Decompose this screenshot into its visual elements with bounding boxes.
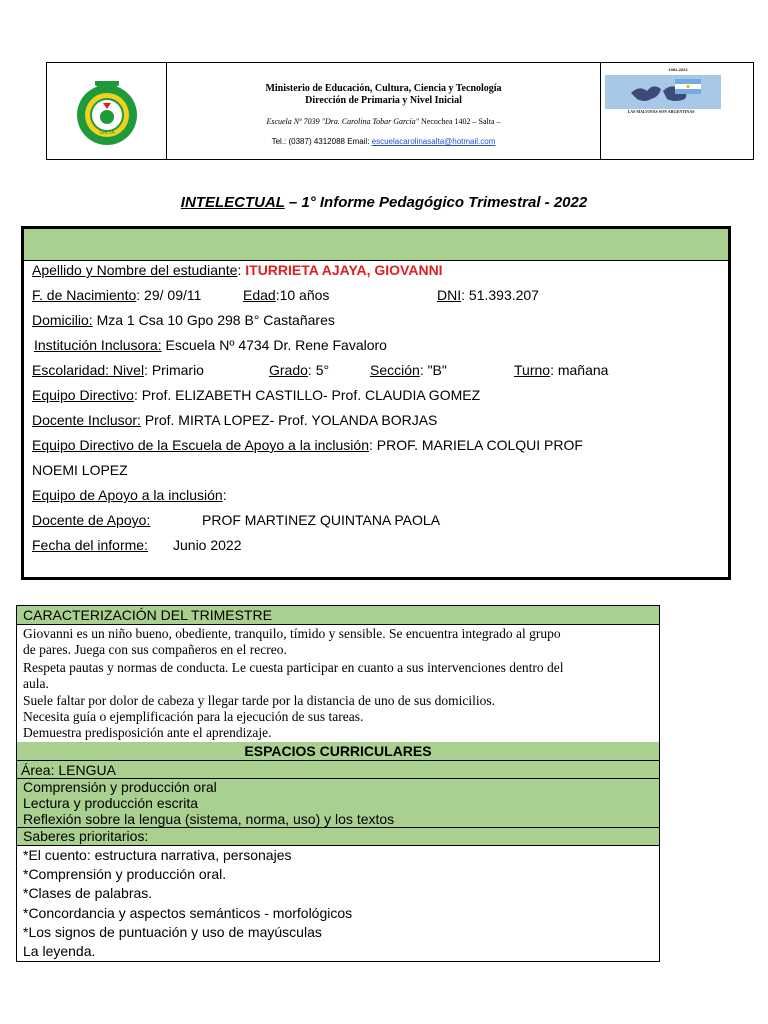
birth-label: F. de Nacimiento	[32, 287, 137, 303]
support-team-label: Equipo de Apoyo a la inclusión	[32, 487, 223, 503]
grade-label: Grado	[269, 362, 308, 378]
priority-heading: Saberes prioritarios:	[23, 828, 149, 844]
axes-row	[17, 779, 659, 828]
malvinas-caption: LAS MALVINAS SON ARGENTINAS	[627, 109, 695, 114]
char-line-5: Suele faltar por dolor de cabeza y llegar tarde por la distancia de uno de sus domicilios.	[23, 693, 495, 708]
birth-value: : 29/ 09/11	[136, 287, 202, 303]
axis-3: Reflexión sobre la lengua (sistema, norma, uso) y los textos	[23, 811, 395, 827]
row-support-team	[32, 487, 227, 503]
support-teacher-value: PROF MARTINEZ QUINTANA PAOLA	[202, 512, 441, 528]
priority-item: *Los signos de puntuación y uso de mayúsculas	[23, 924, 322, 940]
directive-label: Equipo Directivo	[32, 387, 134, 403]
logo-text: SALTA	[99, 130, 115, 136]
inclusive-teacher-label: Docente Inclusor:	[32, 412, 141, 428]
dni-value: : 51.393.207	[461, 287, 539, 303]
age-label: Edad	[243, 287, 276, 303]
row-report-date-value	[173, 537, 242, 553]
row-support-teacher-value	[202, 512, 440, 528]
letterhead	[46, 62, 754, 160]
level-label: Escolaridad: Nivel	[32, 362, 145, 378]
shift-value: : mañana	[550, 362, 609, 378]
axis-1: Comprensión y producción oral	[23, 779, 217, 795]
section-value: : "B"	[419, 362, 447, 378]
area-label: Área: LENGUA	[21, 762, 116, 778]
name-value: ITURRIETA AJAYA, GIOVANNI	[245, 262, 443, 278]
address-label: Domicilio:	[32, 312, 93, 328]
axis-2: Lectura y producción escrita	[23, 795, 199, 811]
directive-value: : Prof. ELIZABETH CASTILLO- Prof. CLAUDIA GOMEZ	[133, 387, 481, 403]
priority-header	[17, 828, 659, 846]
priority-item: *Comprensión y producción oral.	[23, 866, 227, 882]
row-dni	[437, 287, 539, 303]
institution-value: Escuela Nº 4734 Dr. Rene Favaloro	[161, 337, 387, 353]
support-team-value: :	[222, 487, 227, 503]
name-label: Apellido y Nombre del estudiante	[32, 262, 238, 278]
row-institution	[34, 337, 387, 353]
report-date-label: Fecha del informe:	[32, 537, 148, 553]
dni-label: DNI	[437, 287, 462, 303]
curricular-heading: ESPACIOS CURRICULARES	[244, 743, 432, 759]
student-box-header	[24, 229, 728, 261]
char-line-2: de pares. Juega con sus compañeros en el recreo.	[23, 642, 287, 657]
age-value: :10 años	[275, 287, 330, 303]
school-name: Escuela Nº 7039 "Dra. Carolina Tobar García"	[266, 117, 419, 126]
institution-label: Institución Inclusora:	[34, 337, 162, 353]
curricular-header	[17, 742, 659, 761]
row-section	[370, 362, 447, 378]
row-shift	[514, 362, 608, 378]
priority-item: *El cuento: estructura narrativa, personajes	[23, 847, 292, 863]
row-support-teacher	[32, 512, 150, 528]
school-line	[167, 117, 600, 126]
char-line-3: Respeta pautas y normas de conducta. Le cuesta participar en cuanto a sus intervenciones dentro del	[23, 660, 564, 675]
row-inclusive-teacher	[32, 412, 437, 428]
row-level	[32, 362, 204, 378]
row-birth	[32, 287, 201, 303]
row-student-name: Apellido y Nombre del estudiante: ITURRIETA AJAYA, GIOVANNI	[32, 262, 443, 278]
row-support-directive-cont	[32, 462, 128, 478]
characterization-body	[17, 625, 659, 743]
logo-cell	[47, 63, 167, 159]
char-line-6: Necesita guía o ejemplificación para la ejecución de sus tareas.	[23, 709, 364, 724]
support-teacher-label: Docente de Apoyo:	[32, 512, 151, 528]
priority-list	[17, 846, 659, 961]
char-line-7: Demuestra predisposición ante el aprendizaje.	[23, 725, 272, 740]
grade-value: : 5°	[307, 362, 330, 378]
area-row	[17, 761, 659, 779]
student-info-box	[21, 226, 731, 580]
contact-line	[167, 137, 600, 146]
ministry-name: Ministerio de Educación, Cultura, Ciencia y Tecnología	[265, 83, 502, 94]
priority-item: *Clases de palabras.	[23, 885, 153, 901]
characterization-header	[17, 606, 659, 625]
address-value: Mza 1 Csa 10 Gpo 298 B° Castañares	[92, 312, 335, 328]
direction-name: Dirección de Primaria y Nivel Inicial	[305, 95, 462, 106]
priority-item: La leyenda.	[23, 943, 96, 959]
title-main: INTELECTUAL	[180, 194, 285, 211]
malvinas-image	[601, 63, 755, 161]
characterization-heading: CARACTERIZACIÓN DEL TRIMESTRE	[23, 607, 272, 623]
level-value: : Primario	[144, 362, 204, 378]
support-directive-label: Equipo Directivo de la Escuela de Apoyo a la inclusión	[32, 437, 369, 453]
school-logo	[47, 63, 167, 161]
section-label: Sección	[370, 362, 420, 378]
support-directive-value-2: NOEMI LOPEZ	[32, 462, 128, 478]
malvinas-image-cell	[601, 63, 755, 159]
row-directive	[32, 387, 480, 403]
priority-item: *Concordancia y aspectos semánticos - morfológicos	[23, 905, 353, 921]
shift-label: Turno	[514, 362, 551, 378]
char-line-1: Giovanni es un niño bueno, obediente, tranquilo, tímido y sensible. Se encuentra integrado al grupo	[23, 626, 561, 641]
row-support-directive	[32, 437, 583, 453]
row-address	[32, 312, 335, 328]
inclusive-teacher-value: Prof. MIRTA LOPEZ- Prof. YOLANDA BORJAS	[140, 412, 438, 428]
row-report-date	[32, 537, 148, 553]
report-date-value: Junio 2022	[173, 537, 242, 553]
characterization-table	[16, 605, 660, 962]
letterhead-text	[167, 63, 601, 159]
school-address: Necochea 1402 – Salta –	[419, 117, 501, 126]
row-age	[243, 287, 329, 303]
report-title	[0, 194, 768, 211]
row-grade	[269, 362, 329, 378]
email-link[interactable]: escuelacarolinasalta@hotmail.com	[371, 137, 496, 146]
malvinas-year: 1982-2022	[668, 67, 688, 72]
support-directive-value: : PROF. MARIELA COLQUI PROF	[368, 437, 583, 453]
char-line-4: aula.	[23, 676, 49, 691]
title-rest: – 1° Informe Pedagógico Trimestral - 2022	[284, 194, 588, 211]
phone: Tel.: (0387) 4312088 Email:	[271, 137, 372, 146]
